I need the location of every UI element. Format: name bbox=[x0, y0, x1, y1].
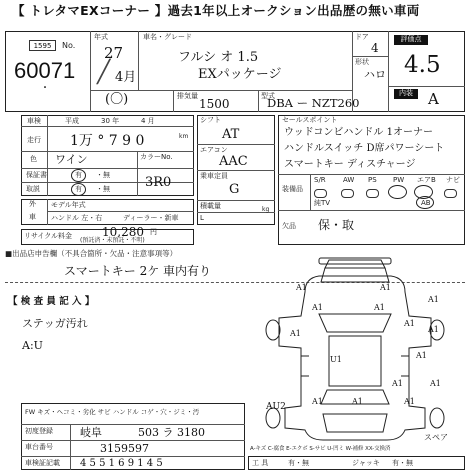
equip-circle-pw bbox=[388, 185, 407, 199]
recycle-unit: 円 bbox=[150, 228, 157, 236]
damage-mark: A1 bbox=[428, 295, 439, 304]
damage-mark: A1 bbox=[352, 397, 363, 406]
manual-status: 有 bbox=[75, 185, 82, 193]
sales-point-3: スマートキー ディスチャージ bbox=[284, 159, 416, 170]
lot-badge: 1595 bbox=[29, 40, 56, 51]
exterior-mark: 車 bbox=[29, 213, 36, 221]
damage-mark: A1 bbox=[374, 303, 385, 312]
warranty-status: 有 bbox=[75, 171, 82, 179]
exterior-label: 外 bbox=[29, 200, 36, 208]
inspector-note-1: ステッガ汚れ bbox=[22, 317, 88, 330]
load-label: 積載量 bbox=[200, 202, 221, 210]
damage-mark: A1 bbox=[404, 319, 415, 328]
row-scribble: (〇) bbox=[105, 92, 129, 107]
model-code-label: 型式 bbox=[261, 92, 275, 100]
manual-label: 取説 bbox=[26, 185, 40, 193]
damage-mark: A1 bbox=[312, 397, 323, 406]
dims-value: 4 5 5 1 6 9 1 4 5 bbox=[80, 458, 163, 469]
equip-airbag: エアB bbox=[417, 176, 436, 184]
color-label: 色 bbox=[30, 155, 37, 163]
mileage-value: 1万 ° 7 9 0 bbox=[70, 133, 145, 149]
inspection-month: 4 月 bbox=[141, 117, 155, 125]
bottom-row1: FW キズ・ヘコミ・劣化 サビ ハンドル コゲ・穴・ジミ・汚 bbox=[25, 408, 200, 416]
model-name: フルシ オ 1.5 bbox=[178, 50, 259, 65]
recycle-label: リサイクル料金 bbox=[24, 232, 73, 240]
seats-label: 乗車定員 bbox=[200, 172, 228, 180]
damage-mark: A1 bbox=[380, 283, 391, 292]
lot-no-label: No. bbox=[62, 41, 76, 50]
month-value: 4月 bbox=[115, 70, 137, 85]
equip-circle-ab bbox=[416, 196, 434, 209]
seats-value: G bbox=[229, 182, 240, 197]
first-reg-area: 岐阜 bbox=[80, 426, 102, 439]
equip-box-navi bbox=[444, 189, 457, 198]
handle-label: ハンドル 左・右 bbox=[51, 214, 103, 222]
damage-mark: A1 bbox=[430, 379, 441, 388]
shape-label: 形状 bbox=[355, 58, 369, 66]
model-grade-label: 車名・グレード bbox=[143, 33, 192, 41]
dealer-notes: スマートキー 2ケ 車内有り bbox=[64, 264, 212, 278]
color-no-value: 3R0 bbox=[145, 175, 172, 190]
year-value: 27 bbox=[104, 44, 124, 62]
mileage-unit: km bbox=[179, 133, 189, 140]
equip-sr: S/R bbox=[314, 176, 326, 184]
damage-mark: A1 bbox=[428, 325, 439, 334]
equip-box-ps bbox=[366, 189, 379, 198]
equipment-label: 装備品 bbox=[282, 185, 303, 193]
color-value: ワイン bbox=[55, 153, 88, 166]
damage-mark: A1 bbox=[416, 351, 427, 360]
sheet-header-title: 【 トレタマEXコーナー 】過去1年以上オークション出品歴の無い車両 bbox=[12, 3, 420, 18]
jack-ari: 有・無 bbox=[392, 459, 413, 467]
manual-circle bbox=[71, 183, 86, 196]
damage-legend: A-キズ C-腐食 E-エクボ S-サビ U-凹ミ W-補修 XX-交換済 bbox=[250, 446, 391, 452]
lot-dot: ・ bbox=[40, 83, 50, 94]
grade: EXパッケージ bbox=[198, 67, 282, 82]
ac-label: エアコン bbox=[200, 146, 228, 154]
lw-label: L bbox=[200, 214, 204, 222]
recycle-value: 10,280 bbox=[102, 225, 144, 239]
mileage-label: 走行 bbox=[27, 136, 41, 144]
doors-label: ドア bbox=[355, 33, 369, 41]
work-label: 工 具 bbox=[252, 459, 269, 467]
recycle-note: (預託済・未預託・不明) bbox=[80, 237, 145, 244]
cert-label: 車検証記載 bbox=[25, 459, 60, 467]
inspection-year: 30 年 bbox=[101, 117, 120, 125]
interior-label: 内装 bbox=[394, 89, 418, 99]
work-ari: 有・無 bbox=[288, 459, 309, 467]
year-label: 年式 bbox=[94, 33, 108, 41]
inspector-note-2: A:U bbox=[22, 339, 43, 352]
warranty-none: ・無 bbox=[96, 171, 110, 179]
interior-value: A bbox=[428, 90, 439, 108]
notes-header: ■出品店申告欄（不具合箇所・欠品・注意事項等） bbox=[5, 249, 178, 258]
shift-value: AT bbox=[222, 127, 240, 142]
damage-mark: A1 bbox=[392, 379, 403, 388]
score-label: 評価点 bbox=[394, 35, 428, 45]
missing-label: 欠品 bbox=[282, 222, 296, 230]
manual-none: ・無 bbox=[96, 185, 110, 193]
lot-number: 60071 bbox=[14, 58, 76, 83]
displacement-label: 排気量 bbox=[177, 92, 198, 100]
damage-mark: A1 bbox=[312, 303, 323, 312]
damage-mark: A1 bbox=[296, 283, 307, 292]
dealer-label: ディーラー・新車 bbox=[123, 214, 179, 222]
vin-label: 車台番号 bbox=[25, 443, 53, 451]
model-year-ext-label: モデル年式 bbox=[51, 201, 86, 209]
equip-box-aw bbox=[341, 189, 354, 198]
score-value: 4.5 bbox=[404, 52, 441, 78]
sales-points-label: セールスポイント bbox=[282, 116, 338, 124]
equipment-note: 保・取 bbox=[318, 218, 355, 232]
displacement-value: 1500 bbox=[199, 97, 230, 111]
equip-ab-label: AB bbox=[421, 199, 431, 207]
model-code-value: DBA ー NZT260 bbox=[267, 96, 360, 110]
shape-value: ハロ bbox=[364, 68, 386, 81]
inspection-era: 平成 bbox=[65, 117, 79, 125]
sales-point-2: ハンドルスイッチ D席パワーシート bbox=[284, 143, 445, 154]
equip-navi: ナビ bbox=[446, 176, 460, 184]
first-reg-plate: 503 ラ 3180 bbox=[138, 426, 205, 439]
warranty-circle bbox=[71, 169, 86, 182]
damage-left-mark: AU2 bbox=[266, 402, 286, 412]
equip-box-sr bbox=[314, 189, 327, 198]
damage-mark: A1 bbox=[404, 397, 415, 406]
first-reg-label: 初度登録 bbox=[25, 427, 53, 435]
load-unit: kg bbox=[262, 206, 270, 213]
equip-pw: PW bbox=[393, 176, 405, 184]
jack-label: ジャッキ bbox=[352, 459, 380, 467]
ac-value: AAC bbox=[219, 154, 248, 169]
equip-ps: PS bbox=[368, 176, 377, 184]
equip-aw: AW bbox=[343, 176, 355, 184]
spare-label: スペア bbox=[424, 433, 448, 442]
sales-point-1: ウッドコンビハンドル 1オーナー bbox=[284, 127, 433, 138]
color-no-label: カラーNo. bbox=[140, 153, 173, 161]
doors-value: 4 bbox=[371, 41, 379, 55]
damage-mark: U1 bbox=[330, 355, 342, 364]
warranty-label: 保証書 bbox=[26, 171, 47, 179]
damage-mark: A1 bbox=[290, 329, 301, 338]
vin-value: 3159597 bbox=[100, 442, 149, 455]
inspection-label: 車検 bbox=[27, 117, 41, 125]
equip-tv-label: 純TV bbox=[314, 199, 331, 207]
inspector-header: 【 検 査 員 記 入 】 bbox=[8, 296, 95, 307]
year-slash: ╱ bbox=[97, 60, 111, 85]
shift-label: シフト bbox=[200, 116, 221, 124]
